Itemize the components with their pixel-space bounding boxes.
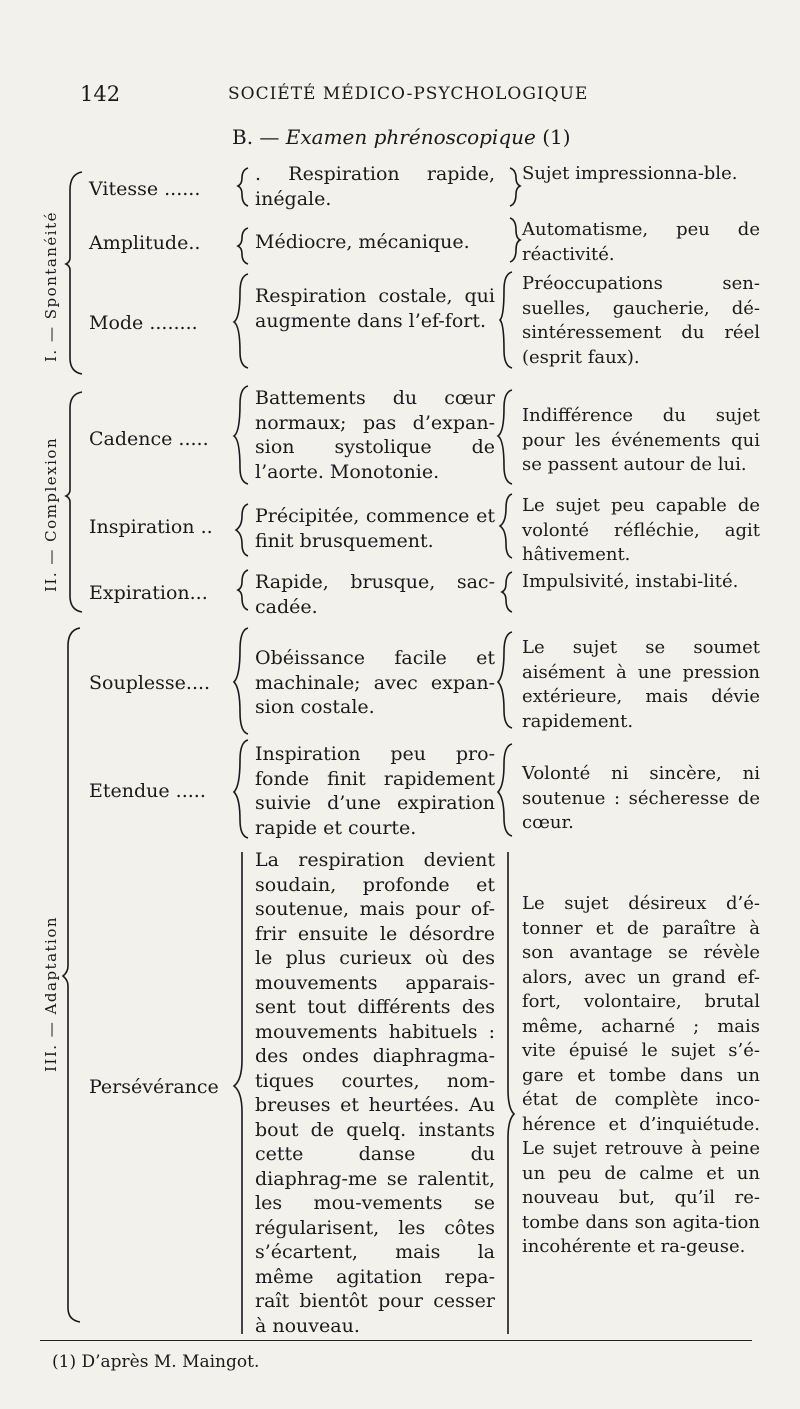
interpretation-mode: Préoccupations sen-suelles, gaucherie, dé-sintéressement du réel (esprit faux).: [522, 273, 760, 368]
brace-r-4: [498, 390, 512, 484]
brace-l-3: [234, 274, 248, 368]
group-label-adaptation: III. — Adaptation: [42, 915, 60, 1072]
description-perseverance: La respiration devient soudain, profonde et soutenue, mais pour of-frir ensuite le désordre le plus curieux où des mouvements apparais-sent tout différents des mouvements habituels : des ondes diaphragma-tiques courtes, nom-breuses et heurtées. Au bout de quelq. instants cette danse du diaphrag-me se ralentit, les mou-vements se régularisent, les côtes s’écartent, mais la même agitation repa-raît bientôt pour cesser à nouveau.: [255, 849, 495, 1337]
brace-r-5: [500, 494, 512, 558]
interpretation-expiration: Impulsivité, instabi-lité.: [522, 571, 739, 592]
param-mode: Mode ........: [89, 312, 198, 334]
brace-l-5: [236, 504, 248, 556]
interpretation-cadence: Indifférence du sujet pour les événements qui se passent autour de lui.: [522, 405, 760, 475]
param-inspiration: Inspiration ..: [89, 516, 213, 538]
section-heading: [232, 125, 571, 149]
section-heading-italic: Examen phrénoscopique: [285, 125, 536, 149]
running-title: SOCIÉTÉ MÉDICO-PSYCHOLOGIQUE: [228, 84, 589, 104]
param-amplitude: Amplitude..: [89, 232, 201, 254]
param-expiration: Expiration...: [89, 582, 208, 604]
description-inspiration: Précipitée, commence et finit brusquement.: [255, 505, 495, 552]
param-cadence: Cadence .....: [89, 428, 209, 450]
interpretation-perseverance: Le sujet désireux d’é-tonner et de paraître à son avantage se révèle alors, avec un grand ef-fort, volontaire, brutal même, acharné ; mais vite épuisé le sujet s’é-gare et tombe dans un état de complète inco-hérence et d’inquiétude. Le sujet retrouve à peine un peu de calme et un nouveau but, qu’il re-tombe dans son agita-tion incohérente et ra-geuse.: [522, 893, 760, 1257]
interpretation-etendue: Volonté ni sincère, ni soutenue : sécheresse de cœur.: [522, 763, 760, 833]
param-etendue: Etendue .....: [89, 780, 206, 802]
section-heading-prefix: B. —: [232, 125, 286, 149]
footnote: (1) D’après M. Maingot.: [52, 1352, 260, 1372]
description-etendue: Inspiration peu pro-fonde finit rapidement suivie d’une expiration rapide et courte.: [255, 743, 495, 839]
interpretation-souplesse: Le sujet se soumet aisément à une pression extérieure, mais dévie rapidement.: [522, 637, 760, 732]
group-bracket-3: [63, 628, 80, 1322]
interpretation-inspiration: Le sujet peu capable de volonté réfléchie, agit hâtivement.: [522, 495, 760, 565]
description-souplesse: Obéissance facile et machinale; avec expan-sion costale.: [255, 647, 495, 718]
group-bracket-2: [66, 392, 82, 612]
param-perseverance: Persévérance: [89, 1076, 219, 1098]
description-vitesse: . Respiration rapide, inégale.: [255, 163, 495, 210]
description-cadence: Battements du cœur normaux; pas d’expan-sion systolique de l’aorte. Monotonie.: [255, 387, 495, 483]
description-expiration: Rapide, brusque, sac-cadée.: [255, 571, 495, 618]
group-bracket-1: [66, 172, 82, 374]
brace-l-4: [234, 386, 248, 484]
brace-l-1: [238, 168, 248, 206]
section-heading-note: (1): [535, 125, 571, 149]
brace-l-6: [238, 570, 248, 610]
brace-l-8: [234, 740, 248, 838]
footnote-rule: [40, 1340, 752, 1341]
brace-r-1: [510, 168, 520, 206]
brace-l-7: [234, 628, 248, 734]
brace-r-7: [498, 632, 512, 728]
page-number: 142: [80, 82, 121, 106]
param-vitesse: Vitesse ......: [89, 178, 201, 200]
interpretation-vitesse: Sujet impressionna-ble.: [522, 163, 738, 184]
description-amplitude: Médiocre, mécanique.: [255, 231, 470, 253]
brace-l-9: [234, 852, 242, 1334]
brace-r-3: [500, 272, 512, 368]
interpretation-amplitude: Automatisme, peu de réactivité.: [522, 219, 760, 265]
brace-l-2: [238, 228, 248, 264]
param-souplesse: Souplesse....: [89, 672, 211, 694]
brace-r-8: [498, 744, 512, 836]
brace-r-2: [510, 218, 520, 262]
description-mode: Respiration costale, qui augmente dans l’ef-fort.: [255, 285, 495, 332]
group-label-complexion: II. — Complexion: [42, 436, 60, 592]
group-label-spontaneite: I. — Spontanéité: [42, 210, 60, 362]
brace-r-6: [502, 572, 512, 612]
brace-r-9: [508, 852, 514, 1334]
